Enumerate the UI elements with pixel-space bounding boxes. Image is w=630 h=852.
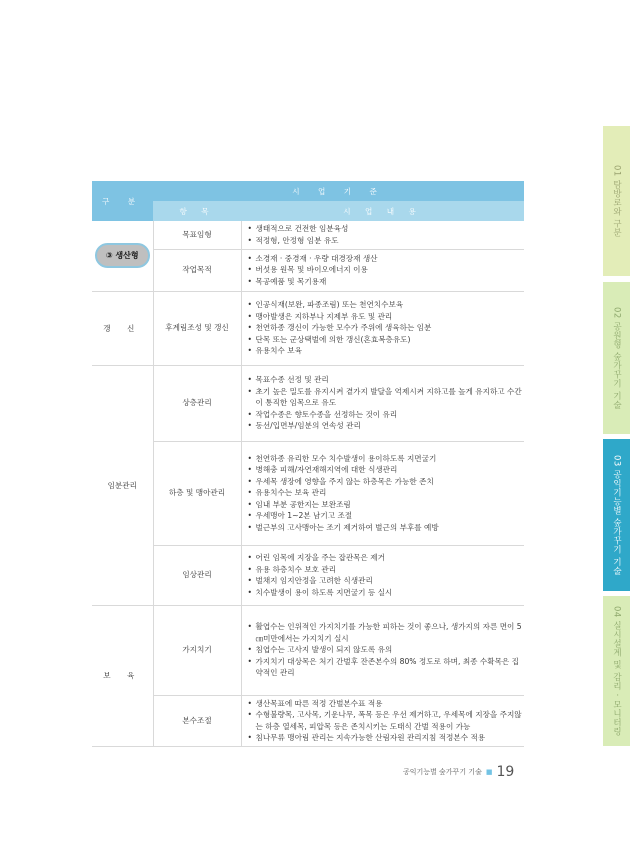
- table-body: [92, 221, 524, 746]
- table-row: [92, 545, 524, 605]
- header-item: 항 목: [153, 201, 241, 221]
- content-list: [248, 223, 525, 246]
- table-row: [92, 441, 524, 545]
- content-list-item: • 병해충 피해/자연재해지역에 대한 식생관리: [248, 464, 525, 476]
- content-list-item: • 맹아발생은 지하부나 지제부 유도 및 관리: [248, 311, 525, 323]
- content-list-item: • 단목 또는 군상택벌에 의한 갱신(혼효복층유도): [248, 334, 525, 346]
- section-category: [92, 221, 153, 291]
- content-list-item: • 침나무류 맹아림 관리는 지속가능한 산림자원 관리지침 적정본수 적용: [248, 732, 525, 744]
- content-list-item: • 치수발생이 용이 하도록 지면굴기 등 실시: [248, 587, 525, 599]
- row-item: 목표임형: [153, 221, 241, 249]
- footer-bullet-icon: ■: [485, 768, 493, 776]
- content-list-item: • 벌근부의 고사맹아는 조기 제거하여 벌근의 부후를 예방: [248, 522, 525, 534]
- content-list-item: • 목공예품 및 목기용재: [248, 276, 525, 288]
- page-number: 19: [496, 764, 515, 780]
- section-category: 보 육: [92, 605, 153, 746]
- content-list: [248, 253, 525, 288]
- content-list-item: • 유용치수는 보육 관리: [248, 487, 525, 499]
- content-list-item: • 초기 높은 밀도를 유지시켜 곁가지 발달을 억제시켜 지하고를 높게 유지하고 수간이 통직한 임목으로 유도: [248, 386, 525, 409]
- content-list: [248, 453, 525, 534]
- table-row: [92, 291, 524, 365]
- row-item: 가지치기: [153, 605, 241, 695]
- content-list-item: • 활엽수는 인위적인 가지치기를 가능한 피하는 것이 좋으나, 생가지의 자른 면이 5㎝미만에서는 가지치기 실시: [248, 621, 525, 644]
- row-content: [241, 695, 524, 746]
- chapter-tab-1[interactable]: 01 탐방로와 구분: [603, 126, 630, 276]
- section-category: 임분관리: [92, 365, 153, 605]
- row-item: 하층 및 맹아관리: [153, 441, 241, 545]
- chapter-tab-3[interactable]: 03 공익기능별 숲가꾸기 기술: [603, 439, 630, 591]
- row-item: 후계림조성 및 갱신: [153, 291, 241, 365]
- content-list-item: • 천연하종 유리한 모수 치수발생이 용이하도록 지면굴기: [248, 453, 525, 465]
- content-list-item: • 천연하종 갱신이 가능한 모수가 주위에 생육하는 임분: [248, 322, 525, 334]
- content-list-item: • 인공식재(보완, 파종조림) 또는 천연치수보육: [248, 299, 525, 311]
- forest-management-table: [92, 181, 524, 747]
- page-footer: [403, 764, 514, 780]
- content-list-item: • 생산목표에 따른 적정 간벌본수표 적용: [248, 698, 525, 710]
- row-content: [241, 365, 524, 441]
- content-list-item: • 벌채지 임지안정을 고려한 식생관리: [248, 575, 525, 587]
- table-row: [92, 605, 524, 695]
- table-row: [92, 249, 524, 291]
- chapter-tab-2[interactable]: 02 공원형 숲가꾸기 기술: [603, 282, 630, 434]
- header-standard: 시 업 기 준: [153, 181, 524, 201]
- row-item: 상층관리: [153, 365, 241, 441]
- content-list: [248, 374, 525, 432]
- row-content: [241, 291, 524, 365]
- content-list-item: • 버섯용 원목 및 바이오에너지 이용: [248, 264, 525, 276]
- content-list: [248, 299, 525, 357]
- content-list-item: • 동선/입면부/임분의 연속성 관리: [248, 420, 525, 432]
- content-list: [248, 552, 525, 598]
- content-list-item: • 적정형, 안정형 임분 유도: [248, 235, 525, 247]
- content-list-item: • 유용치수 보육: [248, 345, 525, 357]
- content-list-item: • 우세맹아 1~2본 남기고 조절: [248, 510, 525, 522]
- chapter-tab-4[interactable]: 04 실시설계 및 감리 · 모니터링: [603, 596, 630, 746]
- footer-title: 공익기능별 숲가꾸기 기술: [403, 768, 482, 776]
- table-row: [92, 221, 524, 249]
- content-list-item: • 가지치기 대상목은 처기 간벌후 잔존본수의 80% 정도로 하며, 최종 수확목은 집약적인 관리: [248, 656, 525, 679]
- row-item: 작업목적: [153, 249, 241, 291]
- production-type-badge: ③ 생산형: [95, 243, 150, 268]
- row-content: [241, 441, 524, 545]
- table-row: [92, 365, 524, 441]
- content-list-item: • 어린 임목에 지장을 주는 잡관목은 제거: [248, 552, 525, 564]
- row-content: [241, 545, 524, 605]
- content-list: [248, 698, 525, 744]
- content-list-item: • 목표수종 선정 및 관리: [248, 374, 525, 386]
- content-list-item: • 우세목 생장에 영향을 주지 않는 하층목은 가능한 존치: [248, 476, 525, 488]
- header-category: 구 분: [92, 181, 153, 221]
- content-list-item: • 임내 부분 공한지는 보완조림: [248, 499, 525, 511]
- content-list-item: • 유용 하층치수 보호 관리: [248, 564, 525, 576]
- content-list-item: • 작업수종은 향토수종을 선정하는 것이 유리: [248, 409, 525, 421]
- row-content: [241, 605, 524, 695]
- section-category: 갱 신: [92, 291, 153, 365]
- content-list-item: • 수형불량목, 고사목, 기운나무, 폭목 등은 우선 제거하고, 우세목에 지장을 주지않는 하층 열세목, 피압목 등은 존치시키는 도태식 간벌 적용이 가능: [248, 709, 525, 732]
- row-item: 본수조절: [153, 695, 241, 746]
- content-list-item: • 침엽수는 고사지 발생이 되지 않도록 유의: [248, 644, 525, 656]
- content-list: [248, 621, 525, 679]
- row-item: 임상관리: [153, 545, 241, 605]
- table-row: [92, 695, 524, 746]
- content-list-item: • 생태적으로 건전한 임분육성: [248, 223, 525, 235]
- row-content: [241, 221, 524, 249]
- header-content: 시 업 내 용: [241, 201, 524, 221]
- row-content: [241, 249, 524, 291]
- content-list-item: • 소경재 · 중경재 · 우량 대경장재 생산: [248, 253, 525, 265]
- management-standard-table: [92, 181, 524, 747]
